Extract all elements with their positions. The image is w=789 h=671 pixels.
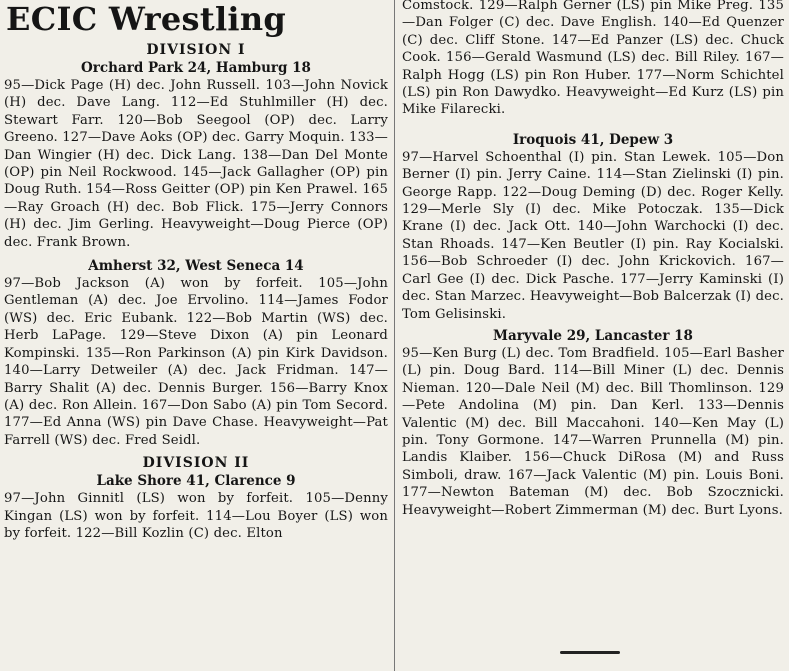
meet-title: Amherst 32, West Seneca 14 [88, 258, 304, 275]
meet-title: Maryvale 29, Lancaster 18 [493, 327, 693, 344]
meet-title: Iroquois 41, Depew 3 [512, 131, 674, 148]
meet-results: 97—Harvel Schoenthal (I) pin. Stan Lewek. 105—Don Berner (I) pin. Jerry Caine. 114—Stan Zielinski (I) pin. George Rapp. 122—Doug Deming (D) dec. Roger Kelly. 129—Merle Sly (I) dec. Mike Potoczak. 135—Dick Krane (I) dec. Jack Ott. 140—John Warchocki (I) dec. Stan Rhoads. 147—Ken Beutler (I) pin. Ray Kocialski. 156—Bob Schroeder (I) dec. John Krickovich. 167—Carl Gee (I) dec. Dick Pasche. 177—Jerry Kaminski (I) dec. Stan Marzec. Heavyweight—Bob Balcerzak (I) dec. Tom Gelisinski. [402, 149, 784, 322]
headline: ECIC Wrestling [6, 0, 287, 38]
meet-results: 95—Dick Page (H) dec. John Russell. 103—John Novick (H) dec. Dave Lang. 112—Ed Stuhlmiller (H) dec. Stewart Farr. 120—Bob Seegool (OP) dec. Larry Greeno. 127—Dave Aoks (OP) dec. Garry Moquin. 133—Dan Wingier (H) dec. Dick Lang. 138—Dan Del Monte (OP) pin Neil Rockwood. 145—Jack Gallagher (OP) pin Doug Ruth. 154—Ross Geitter (OP) pin Ken Prawel. 165—Ray Groach (H) dec. Bob Flick. 175—Jerry Connors (H) dec. Jim Gerling. Heavyweight—Doug Pierce (OP) dec. Frank Brown. [4, 78, 388, 250]
end-ornament [560, 651, 620, 654]
division-heading: DIVISION I [146, 42, 246, 58]
left-column [4, 0, 388, 542]
column-rule [394, 0, 395, 671]
meet-results: 97—Bob Jackson (A) won by forfeit. 105—John Gentleman (A) dec. Joe Ervolino. 114—James Fodor (WS) dec. Eric Eubank. 122—Bob Martin (WS) dec. Herb LaPage. 129—Steve Dixon (A) pin Leonard Kompinski. 135—Ron Parkinson (A) pin Kirk Davidson. 140—Larry Detweiler (A) dec. Jack Fridman. 147—Barry Shalit (A) dec. Dennis Burger. 156—Barry Knox (A) dec. Ron Allein. 167—Don Sabo (A) pin Tom Secord. 177—Ed Anna (WS) pin Dave Chase. Heavyweight—Pat Farrell (WS) dec. Fred Seidl. [4, 276, 388, 448]
meet-title: Lake Shore 41, Clarence 9 [96, 473, 296, 490]
division-heading: DIVISION II [142, 455, 250, 472]
meet-results: 97—John Ginnitl (LS) won by forfeit. 105—Denny Kingan (LS) won by forfeit. 114—Lou Boyer (LS) won by forfeit. 122—Bill Kozlin (C) dec. Elton [4, 491, 388, 541]
meet-results-continued: Comstock. 129—Ralph Gerner (LS) pin Mike Preg. 135—Dan Folger (C) dec. Dave English. 140—Ed Quenzer (C) dec. Cliff Stone. 147—Ed Panzer (LS) dec. Chuck Cook. 156—Gerald Wasmund (LS) dec. Bill Riley. 167—Ralph Hogg (LS) pin Ron Huber. 177—Norm Schichtel (LS) pin Ron Dawydko. Heavyweight—Ed Kurz (LS) pin Mike Filarecki. [402, 0, 784, 118]
right-column [402, 0, 784, 519]
meet-results: 95—Ken Burg (L) dec. Tom Bradfield. 105—Earl Basher (L) pin. Doug Bard. 114—Bill Miner (L) dec. Dennis Nieman. 120—Dale Neil (M) dec. Bill Thomlinson. 129—Pete Andolina (M) pin. Dan Kerl. 133—Dennis Valentic (M) dec. Bill Maccahoni. 140—Ken May (L) pin. Tony Gormone. 147—Warren Prunnella (M) pin. Landis Klaiber. 156—Chuck DiRosa (M) and Russ Simboli, draw. 167—Jack Valentic (M) pin. Louis Boni. 177—Newton Bateman (M) dec. Bob Szocznicki. Heavyweight—Robert Zimmerman (M) dec. Burt Lyons. [402, 345, 784, 518]
meet-title: Orchard Park 24, Hamburg 18 [81, 60, 311, 76]
